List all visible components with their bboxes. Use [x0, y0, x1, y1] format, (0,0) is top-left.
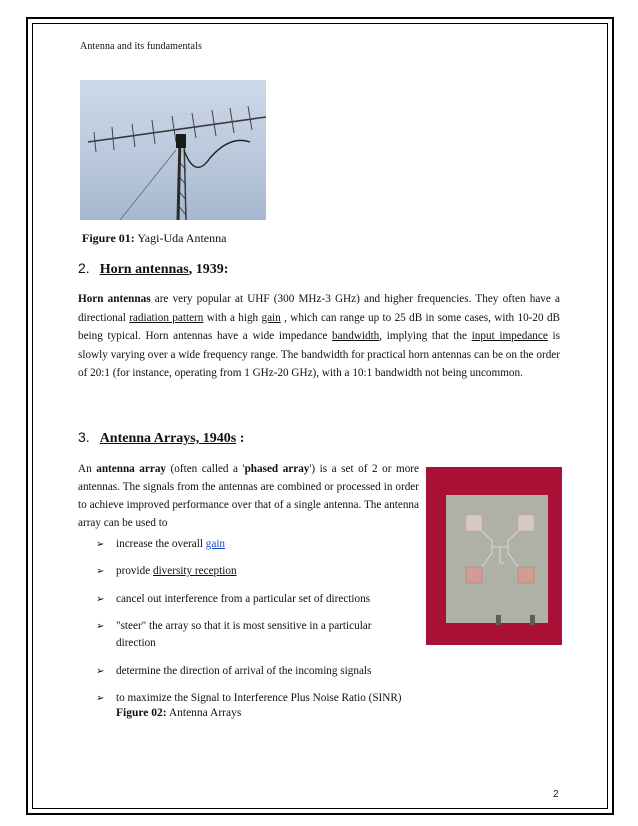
figure-02-caption	[116, 707, 241, 719]
para-text: are very popular at UHF (300 MHz-3 GHz) and higher frequencies. They often have a directional	[78, 293, 560, 324]
figure-02-text: Antenna Arrays	[168, 707, 242, 719]
arrow-bullet-icon: ➢	[96, 566, 105, 577]
section-2-paragraph	[78, 290, 560, 383]
para-text: (often called a '	[166, 463, 245, 475]
arrow-bullet-icon: ➢	[96, 621, 105, 632]
radiation-pattern-link[interactable]: radiation pattern	[129, 311, 204, 324]
figure-01-label: Figure 01:	[82, 231, 135, 245]
diversity-reception-link[interactable]: diversity reception	[152, 565, 237, 577]
figure-01-text: Yagi-Uda Antenna	[137, 231, 227, 245]
section-3-title: Antenna Arrays, 1940s	[99, 431, 237, 446]
arrow-bullet-icon: ➢	[96, 693, 105, 704]
figure-01-caption	[82, 231, 226, 246]
section-2-number: 2.	[78, 260, 90, 276]
arrow-bullet-icon: ➢	[96, 539, 105, 550]
bullet-text: increase the overall	[116, 538, 206, 550]
bullet-text: to maximize the Signal to Interference Plus Noise Ratio (SINR)	[116, 692, 402, 704]
bullet-text: provide	[116, 565, 153, 577]
arrow-bullet-icon: ➢	[96, 666, 105, 677]
bullet-text: cancel out interference from a particular set of directions	[116, 593, 371, 605]
section-3-paragraph	[78, 460, 419, 532]
input-impedance-link[interactable]: input impedance	[471, 330, 548, 343]
para-text: , which can range up to 25 dB in some cases, with 10-20 dB being typical. Horn antennas have a wide impedance	[78, 311, 561, 343]
bullet-text: determine the direction of arrival of the incoming signals	[116, 665, 372, 677]
figure-02-label: Figure 02:	[116, 707, 167, 719]
yagi-uda-antenna-photo	[80, 80, 266, 220]
para-text: is slowly varying over a wide frequency range. The bandwidth for practical horn antennas can be on the order of 20:1 (for instance, operating from 1 GHz-20 GHz), with a 10:1 bandwidth not being uncommon.	[78, 330, 560, 380]
antenna-array-photo	[426, 467, 562, 645]
para-text: with a high	[203, 311, 262, 324]
para-text: , implying that the	[379, 330, 472, 343]
list-item	[96, 563, 426, 580]
phased-array-term: phased array	[244, 463, 310, 475]
list-item	[96, 663, 516, 680]
page-number: 2	[553, 789, 559, 800]
list-item	[96, 591, 516, 608]
bandwidth-link[interactable]: bandwidth	[332, 330, 380, 343]
section-3-heading	[78, 429, 244, 447]
para-text: An	[78, 463, 97, 475]
arrow-bullet-icon: ➢	[96, 594, 105, 605]
list-item	[96, 618, 426, 652]
section-3-suffix: :	[236, 431, 245, 446]
bullet-text: "steer" the array so that it is most sensitive in a particular	[116, 620, 372, 632]
section-3-number: 3.	[78, 429, 90, 445]
para-text: ') is a set of 2 or more antennas. The signals from the antennas are combined or processed in order to achieve improved performance over that of a single antenna. The antenna array can be used to	[78, 463, 419, 529]
list-item	[96, 690, 516, 707]
section-2-year: , 1939:	[188, 262, 229, 277]
bullet-text-continued: direction	[116, 637, 156, 649]
gain-link[interactable]: gain	[205, 538, 226, 550]
section-2-title: Horn antennas	[99, 262, 189, 277]
antenna-array-term: antenna array	[96, 463, 167, 475]
section-2-heading	[78, 260, 228, 278]
gain-link[interactable]: gain	[261, 311, 281, 324]
horn-antennas-term: Horn antennas	[78, 293, 151, 305]
list-item	[96, 536, 426, 553]
page-header: Antenna and its fundamentals	[80, 41, 202, 52]
